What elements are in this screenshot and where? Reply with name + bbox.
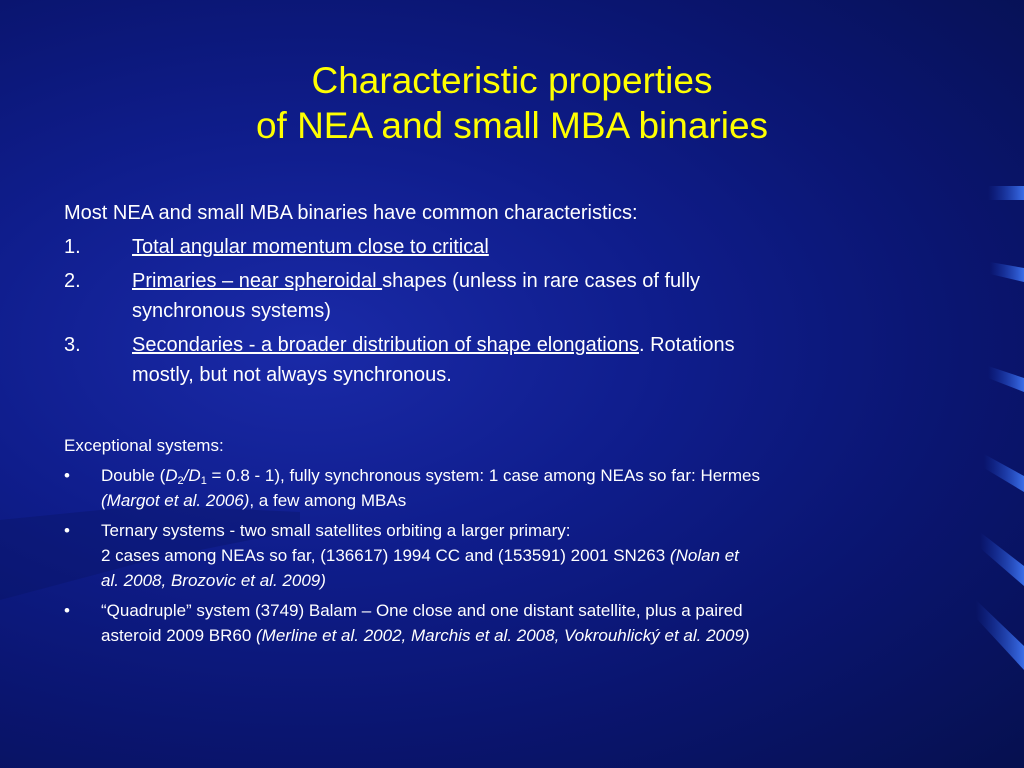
slash: / (183, 466, 189, 485)
bullet-icon: • (64, 601, 70, 620)
list-item-underlined: Total angular momentum close to critical (132, 236, 489, 258)
citation: (Nolan et (669, 546, 739, 565)
bullet-text: = 0.8 - 1), fully synchronous system: 1 case among NEAs so far: Hermes (206, 466, 761, 485)
bullet-text: “Quadruple” system (3749) Balam – One close and one distant satellite, plus a paired (101, 601, 743, 620)
list-item-text: . Rotations (639, 334, 735, 356)
list-item-underlined: Primaries – near spheroidal (132, 270, 383, 292)
list-item-text: shapes (unless in rare cases of fully (382, 270, 701, 292)
exceptional-heading: Exceptional systems: (64, 436, 224, 455)
citation: al. 2008, Brozovic et al. 2009) (101, 571, 326, 590)
list-number: 3. (64, 334, 81, 356)
list-number: 2. (64, 270, 81, 292)
list-item-3 (64, 330, 994, 390)
list-item-2 (64, 266, 994, 326)
citation: (Margot et al. 2006) (101, 491, 250, 510)
subscript: 2 (177, 475, 184, 487)
bullet-item-1 (64, 463, 994, 513)
bullet-text: 2 cases among NEAs so far, (136617) 1994 CC and (153591) 2001 SN263 (101, 546, 670, 565)
slide-title (0, 58, 1024, 148)
title-line-2: of NEA and small MBA binaries (255, 105, 769, 146)
list-item-1 (64, 232, 994, 262)
list-item-text: synchronous systems) (132, 300, 331, 322)
list-number: 1. (64, 236, 81, 258)
intro-text: Most NEA and small MBA binaries have common characteristics: (64, 202, 638, 224)
bullet-text: asteroid 2009 BR60 (101, 626, 256, 645)
bullet-item-3 (64, 598, 994, 648)
bullet-text: Ternary systems - two small satellites orbiting a larger primary: (101, 521, 571, 540)
deco-stripe-2 (990, 262, 1024, 282)
bullet-icon: • (64, 466, 70, 485)
variable-d: D (188, 466, 201, 485)
bullet-icon: • (64, 521, 70, 540)
citation: (Merline et al. 2002, Marchis et al. 2008, Vokrouhlický et al. 2009) (256, 626, 750, 645)
bullet-text: , a few among MBAs (249, 491, 407, 510)
list-item-text: mostly, but not always synchronous. (132, 364, 452, 386)
list-item-underlined: Secondaries - a broader distribution of shape elongations (132, 334, 639, 356)
title-line-1: Characteristic properties (311, 60, 713, 101)
bullet-text: Double ( (101, 466, 166, 485)
variable-d: D (165, 466, 178, 485)
subscript: 1 (200, 475, 207, 487)
slide-body (64, 198, 994, 648)
bullet-item-2 (64, 518, 994, 593)
